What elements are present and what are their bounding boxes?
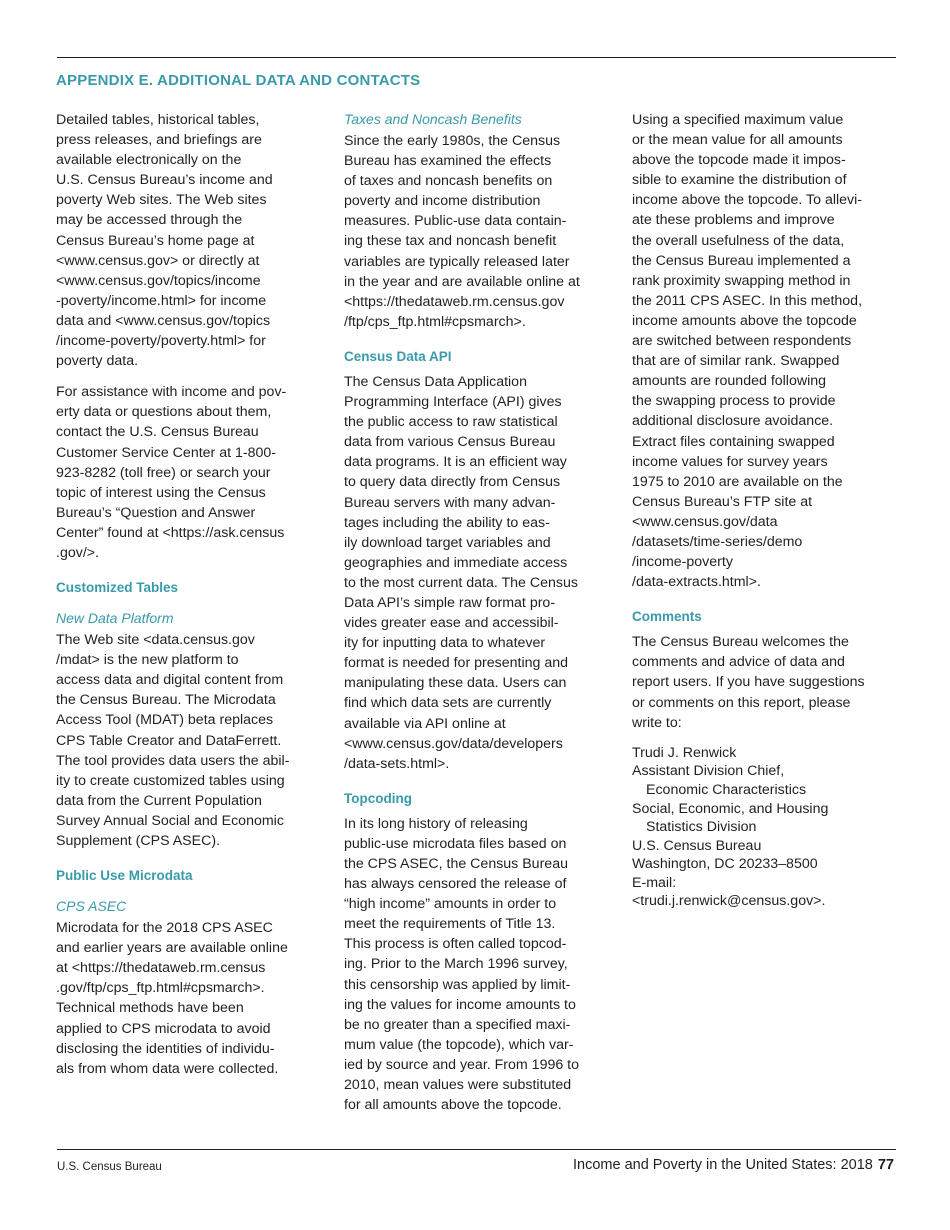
text-line: the swapping process to provide bbox=[632, 393, 836, 410]
contact-division: Social, Economic, and Housing bbox=[632, 800, 829, 817]
text-line: 1975 to 2010 are available on the bbox=[632, 473, 843, 490]
text-line: may be accessed through the bbox=[56, 212, 243, 229]
text-line: Technical methods have been bbox=[56, 1000, 244, 1017]
text-line: erty data or questions about them, bbox=[56, 404, 272, 421]
text-line: access data and digital content from bbox=[56, 672, 284, 689]
topcoding-heading: Topcoding bbox=[344, 790, 412, 806]
text-line: data from various Census Bureau bbox=[344, 434, 556, 451]
text-line: mum value (the topcode), which var- bbox=[344, 1036, 574, 1053]
cps-asec-subheading: CPS ASEC bbox=[56, 898, 127, 915]
contact-title-continued: Economic Characteristics bbox=[646, 781, 807, 798]
text-line: available electronically on the bbox=[56, 152, 242, 169]
text-line: Data API’s simple raw format pro- bbox=[344, 594, 556, 611]
text-line: disclosing the identities of individu- bbox=[56, 1040, 275, 1057]
text-line: U.S. Census Bureau’s income and bbox=[56, 172, 273, 189]
text-line: <www.census.gov> or directly at bbox=[56, 252, 260, 269]
text-line: the CPS ASEC, the Census Bureau bbox=[344, 856, 568, 872]
text-line: /income-poverty bbox=[632, 554, 733, 571]
text-line: additional disclosure avoidance. bbox=[632, 413, 834, 430]
text-line: press releases, and briefings are bbox=[56, 132, 262, 149]
text-line: manipulating these data. Users can bbox=[344, 675, 567, 692]
text-line: Customer Service Center at 1-800- bbox=[56, 444, 276, 461]
text-line: be no greater than a specified maxi- bbox=[344, 1016, 571, 1033]
text-line: ing these tax and noncash benefit bbox=[344, 233, 557, 250]
text-line: this censorship was applied by limit- bbox=[344, 976, 571, 993]
text-line: format is needed for presenting and bbox=[344, 655, 568, 672]
text-line: data from the Current Population bbox=[56, 792, 262, 809]
text-line: or comments on this report, please bbox=[632, 694, 851, 711]
text-line: income amounts above the topcode bbox=[632, 312, 857, 329]
text-line: tages including the ability to eas- bbox=[344, 514, 550, 531]
footer-report-title bbox=[573, 1157, 894, 1173]
text-line: Detailed tables, historical tables, bbox=[56, 112, 260, 128]
text-line: topic of interest using the Census bbox=[56, 484, 266, 501]
text-line: available via API online at bbox=[344, 715, 506, 732]
text-line: contact the U.S. Census Bureau bbox=[56, 424, 259, 441]
bottom-rule bbox=[57, 1149, 896, 1150]
text-line: geographies and immediate access bbox=[344, 554, 568, 571]
text-line: applied to CPS microdata to avoid bbox=[56, 1020, 271, 1037]
text-line: Using a specified maximum value bbox=[632, 112, 844, 128]
text-line: vides greater ease and accessibil- bbox=[344, 615, 559, 632]
text-line: in the year and are available online at bbox=[344, 273, 580, 290]
text-line: to the most current data. The Census bbox=[344, 574, 578, 591]
contact-email[interactable]: <trudi.j.renwick@census.gov>. bbox=[632, 893, 826, 910]
text-line: .gov/ftp/cps_ftp.html#cpsmarch>. bbox=[56, 980, 265, 997]
text-line: This process is often called topcod- bbox=[344, 936, 567, 953]
text-line: Microdata for the 2018 CPS ASEC bbox=[56, 920, 273, 937]
text-line: /data-extracts.html>. bbox=[632, 574, 761, 591]
contact-email-label: E-mail: bbox=[632, 874, 677, 891]
cps-asec-paragraph bbox=[56, 918, 320, 1079]
text-line: In its long history of releasing bbox=[344, 815, 528, 832]
topcoding-paragraph bbox=[344, 814, 610, 1115]
text-line: at <https://thedataweb.rm.census bbox=[56, 960, 266, 977]
text-line: or the mean value for all amounts bbox=[632, 132, 843, 149]
text-line: The Census Data Application bbox=[344, 373, 527, 390]
text-line: Bureau servers with many advan- bbox=[344, 494, 556, 511]
text-line: /mdat> is the new platform to bbox=[56, 652, 239, 669]
text-line: Bureau’s “Question and Answer bbox=[56, 504, 256, 521]
text-line: /datasets/time-series/demo bbox=[632, 533, 803, 550]
text-line: Extract files containing swapped bbox=[632, 433, 835, 450]
text-line: rank proximity swapping method in bbox=[632, 272, 851, 289]
text-line: Supplement (CPS ASEC). bbox=[56, 833, 221, 849]
text-line: to query data directly from Census bbox=[344, 474, 561, 491]
text-line: ily download target variables and bbox=[344, 534, 551, 551]
text-line: the public access to raw statistical bbox=[344, 414, 558, 431]
text-line: Census Bureau’s home page at bbox=[56, 232, 255, 249]
contact-division-continued: Statistics Division bbox=[646, 819, 757, 836]
text-line: variables are typically released later bbox=[344, 253, 570, 270]
text-line: poverty data. bbox=[56, 353, 139, 370]
column-1 bbox=[56, 110, 320, 1079]
text-line: <www.census.gov/topics/income bbox=[56, 272, 261, 289]
taxes-noncash-paragraph bbox=[344, 131, 610, 332]
text-line: above the topcode made it impos- bbox=[632, 152, 846, 169]
text-line: Survey Annual Social and Economic bbox=[56, 812, 284, 829]
text-line: Since the early 1980s, the Census bbox=[344, 133, 561, 149]
text-line: -poverty/income.html> for income bbox=[56, 292, 267, 309]
text-line: <www.census.gov/data/developers bbox=[344, 735, 563, 752]
text-line: has always censored the release of bbox=[344, 876, 567, 893]
text-line: poverty and income distribution bbox=[344, 193, 541, 210]
text-line: find which data sets are currently bbox=[344, 695, 552, 712]
text-line: ate these problems and improve bbox=[632, 212, 835, 229]
text-line: the Census Bureau. The Microdata bbox=[56, 692, 276, 709]
text-line: <https://thedataweb.rm.census.gov bbox=[344, 293, 565, 310]
text-line: ity to create customized tables using bbox=[56, 772, 285, 789]
text-line: data programs. It is an efficient way bbox=[344, 454, 567, 471]
footer-report-name: Income and Poverty in the United States: 2018 bbox=[573, 1157, 873, 1173]
text-line: sible to examine the distribution of bbox=[632, 172, 847, 189]
text-line: 923-8282 (toll free) or search your bbox=[56, 464, 271, 481]
customized-tables-heading: Customized Tables bbox=[56, 580, 179, 596]
comments-paragraph bbox=[632, 632, 896, 732]
text-line: CPS Table Creator and DataFerrett. bbox=[56, 732, 282, 749]
contact-organization: U.S. Census Bureau bbox=[632, 837, 762, 854]
column-2 bbox=[344, 110, 610, 1115]
contact-city: Washington, DC 20233–8500 bbox=[632, 856, 818, 873]
text-line: The Web site <data.census.gov bbox=[56, 632, 255, 649]
text-line: ing. Prior to the March 1996 survey, bbox=[344, 956, 568, 973]
assistance-paragraph bbox=[56, 382, 320, 563]
text-line: income values for survey years bbox=[632, 453, 828, 470]
text-line: Center” found at <https://ask.census bbox=[56, 524, 285, 541]
text-line: “high income” amounts in order to bbox=[344, 896, 557, 913]
contact-name: Trudi J. Renwick bbox=[632, 744, 737, 761]
appendix-title: APPENDIX E. ADDITIONAL DATA AND CONTACTS bbox=[56, 72, 421, 89]
new-data-platform-subheading: New Data Platform bbox=[56, 610, 174, 627]
text-line: For assistance with income and pov- bbox=[56, 384, 287, 401]
text-line: the overall usefulness of the data, bbox=[632, 232, 845, 249]
text-line: Bureau has examined the effects bbox=[344, 153, 552, 170]
text-line: ity for inputting data to whatever bbox=[344, 635, 546, 652]
topcoding-continued-paragraph bbox=[632, 110, 896, 592]
comments-heading: Comments bbox=[632, 609, 702, 625]
text-line: 2010, mean values were substituted bbox=[344, 1077, 572, 1094]
text-line: .gov/>. bbox=[56, 544, 99, 561]
text-line: data and <www.census.gov/topics bbox=[56, 312, 271, 329]
text-line: the Census Bureau implemented a bbox=[632, 252, 851, 269]
text-line: amounts are rounded following bbox=[632, 373, 827, 390]
text-line: income above the topcode. To allevi- bbox=[632, 192, 863, 209]
text-line: /income-poverty/poverty.html> for bbox=[56, 333, 266, 350]
text-line: are switched between respondents bbox=[632, 333, 852, 350]
text-line: comments and advice of data and bbox=[632, 654, 845, 671]
text-line: of taxes and noncash benefits on bbox=[344, 173, 553, 190]
text-line: ing the values for income amounts to bbox=[344, 996, 576, 1013]
contact-title: Assistant Division Chief, bbox=[632, 763, 785, 780]
text-line: The tool provides data users the abil- bbox=[56, 752, 290, 769]
text-line: for all amounts above the topcode. bbox=[344, 1097, 562, 1114]
text-line: Access Tool (MDAT) beta replaces bbox=[56, 712, 274, 729]
text-line: and earlier years are available online bbox=[56, 940, 288, 957]
taxes-noncash-subheading: Taxes and Noncash Benefits bbox=[344, 111, 522, 127]
top-rule bbox=[57, 57, 896, 58]
page-number: 77 bbox=[877, 1157, 894, 1173]
intro-paragraph bbox=[56, 110, 320, 371]
footer-agency: U.S. Census Bureau bbox=[57, 1161, 162, 1173]
public-use-microdata-heading: Public Use Microdata bbox=[56, 868, 193, 884]
column-3 bbox=[632, 110, 896, 911]
new-data-platform-paragraph bbox=[56, 630, 320, 851]
text-line: measures. Public-use data contain- bbox=[344, 213, 567, 230]
text-line: report users. If you have suggestions bbox=[632, 674, 865, 691]
text-line: <www.census.gov/data bbox=[632, 513, 778, 530]
text-line: Programming Interface (API) gives bbox=[344, 394, 562, 411]
text-line: write to: bbox=[632, 714, 682, 731]
text-line: The Census Bureau welcomes the bbox=[632, 634, 849, 651]
text-line: meet the requirements of Title 13. bbox=[344, 916, 556, 933]
contact-address bbox=[632, 744, 896, 911]
text-line: that are of similar rank. Swapped bbox=[632, 353, 840, 370]
text-line: /ftp/cps_ftp.html#cpsmarch>. bbox=[344, 313, 526, 330]
text-line: public-use microdata files based on bbox=[344, 835, 567, 852]
census-data-api-paragraph bbox=[344, 372, 610, 774]
text-line: ied by source and year. From 1996 to bbox=[344, 1056, 580, 1073]
text-line: Census Bureau’s FTP site at bbox=[632, 493, 813, 510]
text-line: /data-sets.html>. bbox=[344, 755, 450, 772]
text-line: poverty Web sites. The Web sites bbox=[56, 192, 267, 209]
census-data-api-heading: Census Data API bbox=[344, 348, 452, 364]
text-line: the 2011 CPS ASEC. In this method, bbox=[632, 292, 863, 309]
text-line: als from whom data were collected. bbox=[56, 1060, 279, 1077]
